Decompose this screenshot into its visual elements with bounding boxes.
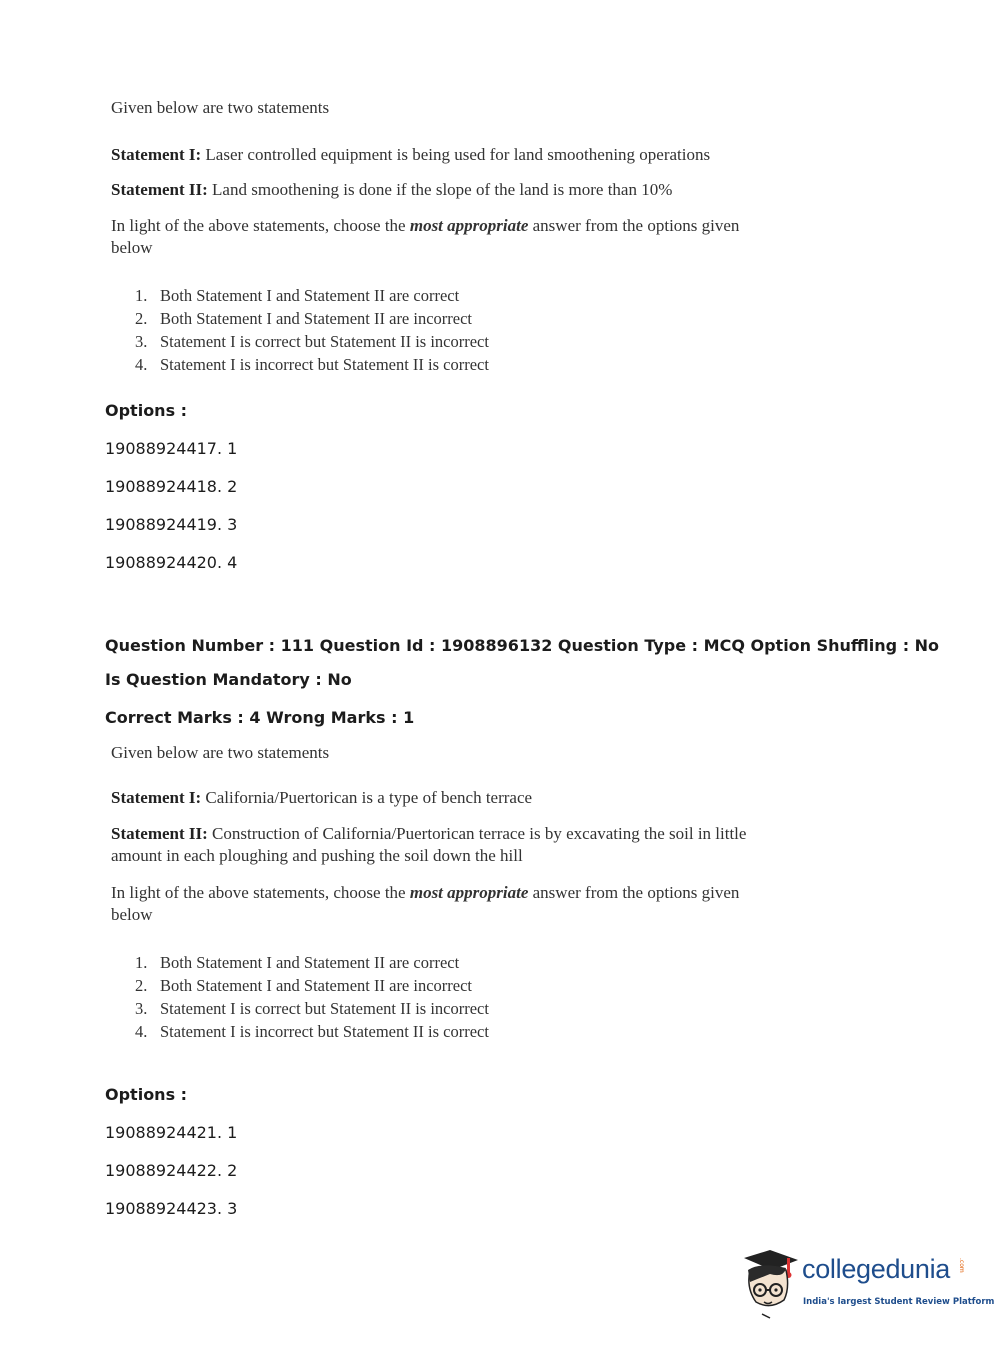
q110-instr-pre: In light of the above statements, choose the: [111, 216, 410, 235]
q111-instr-emph: most appropriate: [409, 883, 529, 902]
collegedunia-logo: [740, 1248, 995, 1320]
q111-instr-line2: below: [111, 905, 153, 924]
list-item: 2. Both Statement I and Statement II are incorrect: [135, 309, 473, 328]
list-item: 3. Statement I is correct but Statement II is incorrect: [135, 999, 489, 1018]
q111-instr-post: answer from the options given: [528, 883, 740, 902]
q111-header: Question Number : 111 Question Id : 1908896132 Question Type : MCQ Option Shuffling : No: [105, 636, 940, 655]
q111-instr-pre: In light of the above statements, choose the: [111, 883, 410, 902]
q111-statement-2: [111, 823, 751, 867]
q111-s1-text: California/Puertorican is a type of bench terrace: [201, 788, 533, 807]
q111-statement-1: [111, 787, 751, 809]
q110-s2-text: Land smoothening is done if the slope of the land is more than 10%: [207, 180, 673, 199]
q110-option-3: 19088924419. 3: [105, 515, 238, 534]
q110-option-1: 19088924417. 1: [105, 439, 238, 458]
q111-options-label: Options :: [105, 1085, 188, 1104]
list-item: 4. Statement I is incorrect but Statement II is correct: [135, 355, 489, 374]
q110-choice-list: [135, 284, 489, 376]
q111-intro: Given below are two statements: [111, 743, 330, 762]
q110-instr-post: answer from the options given: [528, 216, 740, 235]
q111-marks: Correct Marks : 4 Wrong Marks : 1: [105, 708, 415, 727]
q110-instruction: [111, 215, 751, 259]
q111-option-2: 19088924422. 2: [105, 1161, 238, 1180]
q111-mandatory: Is Question Mandatory : No: [105, 670, 352, 689]
list-item: 2. Both Statement I and Statement II are incorrect: [135, 976, 473, 995]
q110-statement-1: [111, 144, 751, 166]
q110-intro: Given below are two statements: [111, 98, 330, 117]
logo-dotcom: .com: [958, 1258, 965, 1273]
logo-wordmark: collegedunia: [802, 1254, 951, 1284]
q111-instruction: [111, 882, 751, 926]
q111-s2-text: Construction of California/Puertorican terrace is by excavating the soil in little: [207, 824, 747, 843]
q110-instr-emph: most appropriate: [409, 216, 529, 235]
q110-s1-text: Laser controlled equipment is being used for land smoothening operations: [201, 145, 711, 164]
q110-s2-label: Statement II:: [111, 180, 208, 199]
q111-statements: [111, 742, 751, 764]
list-item: 1. Both Statement I and Statement II are correct: [135, 953, 460, 972]
logo-tagline: India's largest Student Review Platform: [803, 1297, 995, 1307]
graduate-mascot-icon: [740, 1248, 802, 1320]
list-item: 3. Statement I is correct but Statement II is incorrect: [135, 332, 489, 351]
q111-s1-label: Statement I:: [111, 788, 202, 807]
q111-s2-line2: amount in each ploughing and pushing the soil down the hill: [111, 846, 523, 865]
q110-statement-2: [111, 179, 751, 201]
list-item: 1. Both Statement I and Statement II are correct: [135, 286, 460, 305]
q110-options-label: Options :: [105, 401, 188, 420]
q110-option-4: 19088924420. 4: [105, 553, 238, 572]
list-item: 4. Statement I is incorrect but Statement II is correct: [135, 1022, 489, 1041]
q111-s2-label: Statement II:: [111, 824, 208, 843]
q111-option-1: 19088924421. 1: [105, 1123, 238, 1142]
q110-statements: [111, 97, 751, 119]
q111-option-3: 19088924423. 3: [105, 1199, 238, 1218]
q110-s1-label: Statement I:: [111, 145, 202, 164]
q110-instr-line2: below: [111, 238, 153, 257]
q111-choice-list: [135, 951, 489, 1043]
q110-option-2: 19088924418. 2: [105, 477, 238, 496]
